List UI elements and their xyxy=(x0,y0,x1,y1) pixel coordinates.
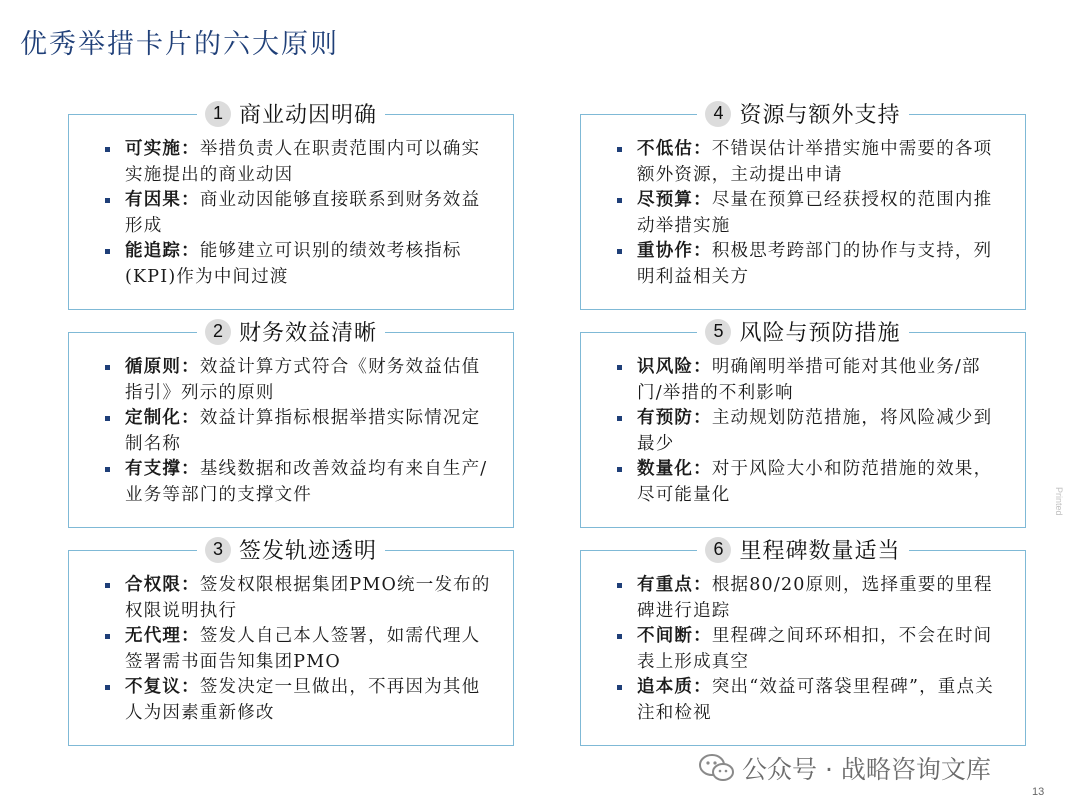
bullet-text: 对于风险大小和防范措施的效果，尽可能量化 xyxy=(637,459,993,505)
bullet-marker-icon xyxy=(617,583,622,588)
bullet-marker-icon xyxy=(105,467,110,472)
bullet-label: 能追踪： xyxy=(125,241,200,261)
bullet-item xyxy=(105,355,493,406)
card-bullet-list xyxy=(581,551,1025,726)
watermark xyxy=(698,750,991,786)
page-number: 13 xyxy=(1032,786,1045,798)
bullet-item xyxy=(617,188,1005,239)
card-title: 里程碑数量适当 xyxy=(739,539,901,564)
bullet-marker-icon xyxy=(105,198,110,203)
bullet-marker-icon xyxy=(105,634,110,639)
bullet-label: 定制化： xyxy=(125,408,200,428)
bullet-item xyxy=(105,188,493,239)
bullet-item xyxy=(105,573,493,624)
bullet-label: 有因果： xyxy=(125,190,200,210)
bullet-marker-icon xyxy=(105,147,110,152)
bullet-item xyxy=(105,675,493,726)
bullet-text: 尽量在预算已经获授权的范围内推动举措实施 xyxy=(637,190,993,236)
card-bullet-list xyxy=(69,333,513,508)
card-title: 风险与预防措施 xyxy=(739,321,901,346)
bullet-label: 有重点： xyxy=(637,575,712,595)
principle-card-3 xyxy=(68,539,514,746)
bullet-marker-icon xyxy=(617,198,622,203)
bullet-text: 积极思考跨部门的协作与支持，列明利益相关方 xyxy=(637,241,993,287)
bullet-marker-icon xyxy=(617,147,622,152)
wechat-icon xyxy=(698,753,736,783)
bullet-label: 追本质： xyxy=(637,677,712,697)
card-title: 商业动因明确 xyxy=(238,103,377,128)
bullet-marker-icon xyxy=(617,416,622,421)
bullet-label: 不间断： xyxy=(637,626,712,646)
principle-card-1 xyxy=(68,103,514,310)
bullet-item xyxy=(617,406,1005,457)
bullet-text: 主动规划防范措施，将风险减少到最少 xyxy=(637,408,993,454)
card-number-badge: 6 xyxy=(705,537,731,563)
card-header xyxy=(69,316,513,347)
principle-card-4 xyxy=(580,103,1026,310)
card-title: 财务效益清晰 xyxy=(238,321,377,346)
card-header xyxy=(581,316,1025,347)
bullet-text: 签发决定一旦做出，不再因为其他人为因素重新修改 xyxy=(125,677,481,723)
card-header xyxy=(69,534,513,565)
card-header xyxy=(581,534,1025,565)
card-number-badge: 3 xyxy=(205,537,231,563)
bullet-text: 突出“效益可落袋里程碑”，重点关注和检视 xyxy=(637,677,994,723)
bullet-item xyxy=(105,624,493,675)
bullet-label: 有支撑： xyxy=(125,459,200,479)
bullet-text: 能够建立可识别的绩效考核指标(KPI)作为中间过渡 xyxy=(125,241,462,287)
card-bullet-list xyxy=(69,115,513,290)
bullet-marker-icon xyxy=(105,365,110,370)
bullet-marker-icon xyxy=(105,249,110,254)
bullet-item xyxy=(105,457,493,508)
bullet-item xyxy=(617,457,1005,508)
bullet-text: 签发权限根据集团PMO统一发布的权限说明执行 xyxy=(125,575,491,621)
bullet-text: 明确阐明举措可能对其他业务/部门/举措的不利影响 xyxy=(637,357,981,403)
bullet-item xyxy=(617,239,1005,290)
bullet-label: 循原则： xyxy=(125,357,200,377)
principle-card-5 xyxy=(580,321,1026,528)
bullet-item xyxy=(617,675,1005,726)
card-number-badge: 5 xyxy=(705,319,731,345)
bullet-label: 有预防： xyxy=(637,408,712,428)
bullet-label: 重协作： xyxy=(637,241,712,261)
bullet-label: 识风险： xyxy=(637,357,712,377)
bullet-label: 不低估： xyxy=(637,139,712,159)
bullet-item xyxy=(617,355,1005,406)
watermark-text: 公众号 · 战略咨询文库 xyxy=(742,755,991,784)
card-header xyxy=(581,98,1025,129)
card-number-badge: 2 xyxy=(205,319,231,345)
bullet-text: 根据80/20原则，选择重要的里程碑进行追踪 xyxy=(637,575,993,621)
bullet-label: 可实施： xyxy=(125,139,200,159)
bullet-marker-icon xyxy=(105,583,110,588)
bullet-text: 不错误估计举措实施中需要的各项额外资源，主动提出申请 xyxy=(637,139,993,185)
card-title: 资源与额外支持 xyxy=(739,103,901,128)
bullet-text: 里程碑之间环环相扣，不会在时间表上形成真空 xyxy=(637,626,993,672)
card-title: 签发轨迹透明 xyxy=(238,539,377,564)
card-bullet-list xyxy=(69,551,513,726)
bullet-text: 商业动因能够直接联系到财务效益形成 xyxy=(125,190,481,236)
bullet-item xyxy=(617,624,1005,675)
principle-card-6 xyxy=(580,539,1026,746)
bullet-label: 不复议： xyxy=(125,677,200,697)
bullet-text: 效益计算指标根据举措实际情况定制名称 xyxy=(125,408,481,454)
card-bullet-list xyxy=(581,115,1025,290)
bullet-label: 数量化： xyxy=(637,459,712,479)
card-number-badge: 4 xyxy=(705,101,731,127)
bullet-label: 合权限： xyxy=(125,575,200,595)
bullet-marker-icon xyxy=(617,634,622,639)
bullet-marker-icon xyxy=(617,685,622,690)
bullet-item xyxy=(105,137,493,188)
bullet-text: 基线数据和改善效益均有来自生产/业务等部门的支撑文件 xyxy=(125,459,488,505)
bullet-text: 效益计算方式符合《财务效益估值指引》列示的原则 xyxy=(125,357,481,403)
bullet-marker-icon xyxy=(617,467,622,472)
bullet-label: 尽预算： xyxy=(637,190,712,210)
bullet-text: 签发人自己本人签署，如需代理人签署需书面告知集团PMO xyxy=(125,626,481,672)
bullet-marker-icon xyxy=(617,365,622,370)
bullet-marker-icon xyxy=(105,685,110,690)
principle-card-2 xyxy=(68,321,514,528)
page-title: 优秀举措卡片的六大原则 xyxy=(20,29,339,60)
bullet-marker-icon xyxy=(105,416,110,421)
bullet-item xyxy=(105,239,493,290)
bullet-item xyxy=(617,137,1005,188)
bullet-item xyxy=(617,573,1005,624)
bullet-marker-icon xyxy=(617,249,622,254)
bullet-label: 无代理： xyxy=(125,626,200,646)
bullet-text: 举措负责人在职责范围内可以确实实施提出的商业动因 xyxy=(125,139,481,185)
card-number-badge: 1 xyxy=(205,101,231,127)
card-bullet-list xyxy=(581,333,1025,508)
bullet-item xyxy=(105,406,493,457)
printed-label: Printed xyxy=(1054,487,1064,516)
card-header xyxy=(69,98,513,129)
